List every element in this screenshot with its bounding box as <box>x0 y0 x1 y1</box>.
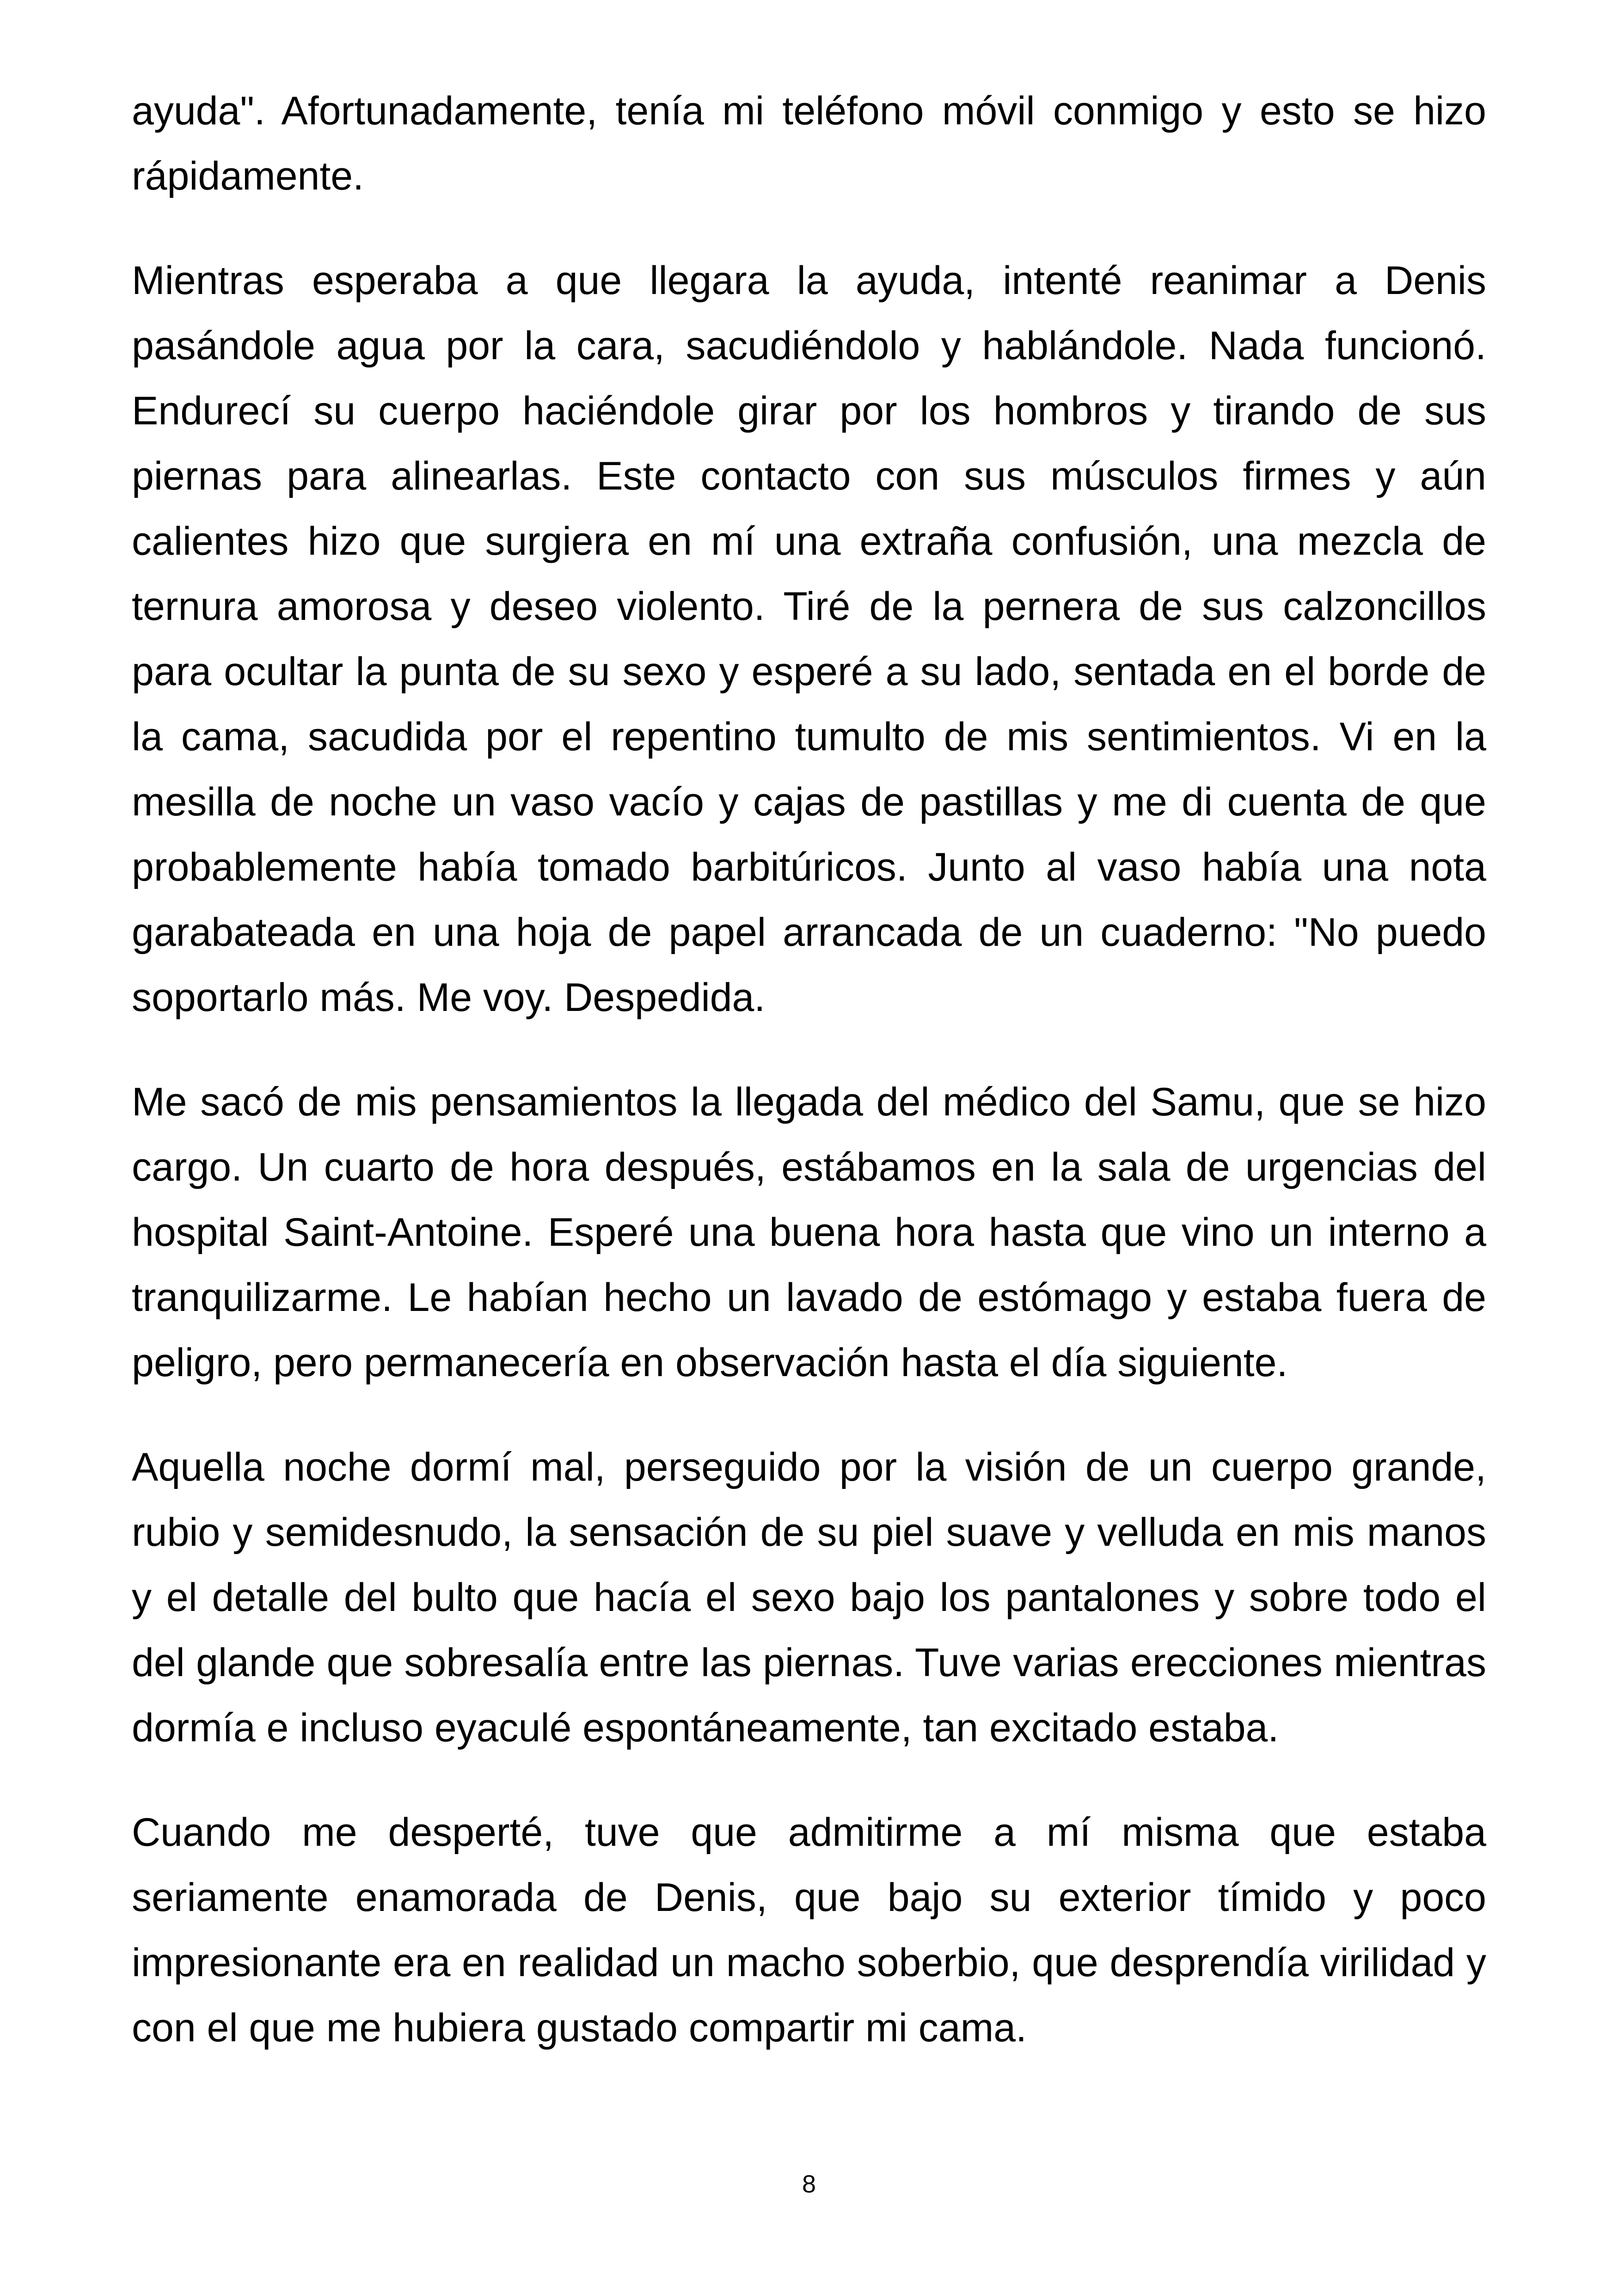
page-number: 8 <box>802 2170 816 2198</box>
paragraph-1: ayuda". Afortunadamente, tenía mi teléfono móvil conmigo y esto se hizo rápidamente. <box>132 89 1486 198</box>
paragraph-2: Mientras esperaba a que llegara la ayuda, intenté reanimar a Denis pasándole agua por la cara, sacudiéndolo y hablándole. Nada funcionó. Endurecí su cuerpo haciéndole girar por los hombros y tirando de sus piernas para alinearlas. Este contacto con sus músculos firmes y aún calientes hizo que surgiera en mí una extraña confusión, una mezcla de ternura amorosa y deseo violento. Tiré de la pernera de sus calzoncillos para ocultar la punta de su sexo y esperé a su lado, sentada en el borde de la cama, sacudida por el repentino tumulto de mis sentimientos. Vi en la mesilla de noche un vaso vacío y cajas de pastillas y me di cuenta de que probablemente había tomado barbitúricos. Junto al vaso había una nota garabateada en una hoja de papel arrancada de un cuaderno: "No puedo soportarlo más. Me voy. Despedida. <box>132 258 1486 1020</box>
paragraph-5: Cuando me desperté, tuve que admitirme a mí misma que estaba seriamente enamorada de Denis, que bajo su exterior tímido y poco impresionante era en realidad un macho soberbio, que desprendía virilidad y con el que me hubiera gustado compartir mi cama. <box>132 1810 1486 2050</box>
body-text <box>132 79 1486 2100</box>
paragraph-4: Aquella noche dormí mal, perseguido por la visión de un cuerpo grande, rubio y semidesnudo, la sensación de su piel suave y velluda en mis manos y el detalle del bulto que hacía el sexo bajo los pantalones y sobre todo el del glande que sobresalía entre las piernas. Tuve varias erecciones mientras dormía e incluso eyaculé espontáneamente, tan excitado estaba. <box>132 1445 1486 1750</box>
paragraph-3: Me sacó de mis pensamientos la llegada del médico del Samu, que se hizo cargo. Un cuarto de hora después, estábamos en la sala de urgencias del hospital Saint-Antoine. Esperé una buena hora hasta que vino un interno a tranquilizarme. Le habían hecho un lavado de estómago y estaba fuera de peligro, pero permanecería en observación hasta el día siguiente. <box>132 1080 1486 1385</box>
